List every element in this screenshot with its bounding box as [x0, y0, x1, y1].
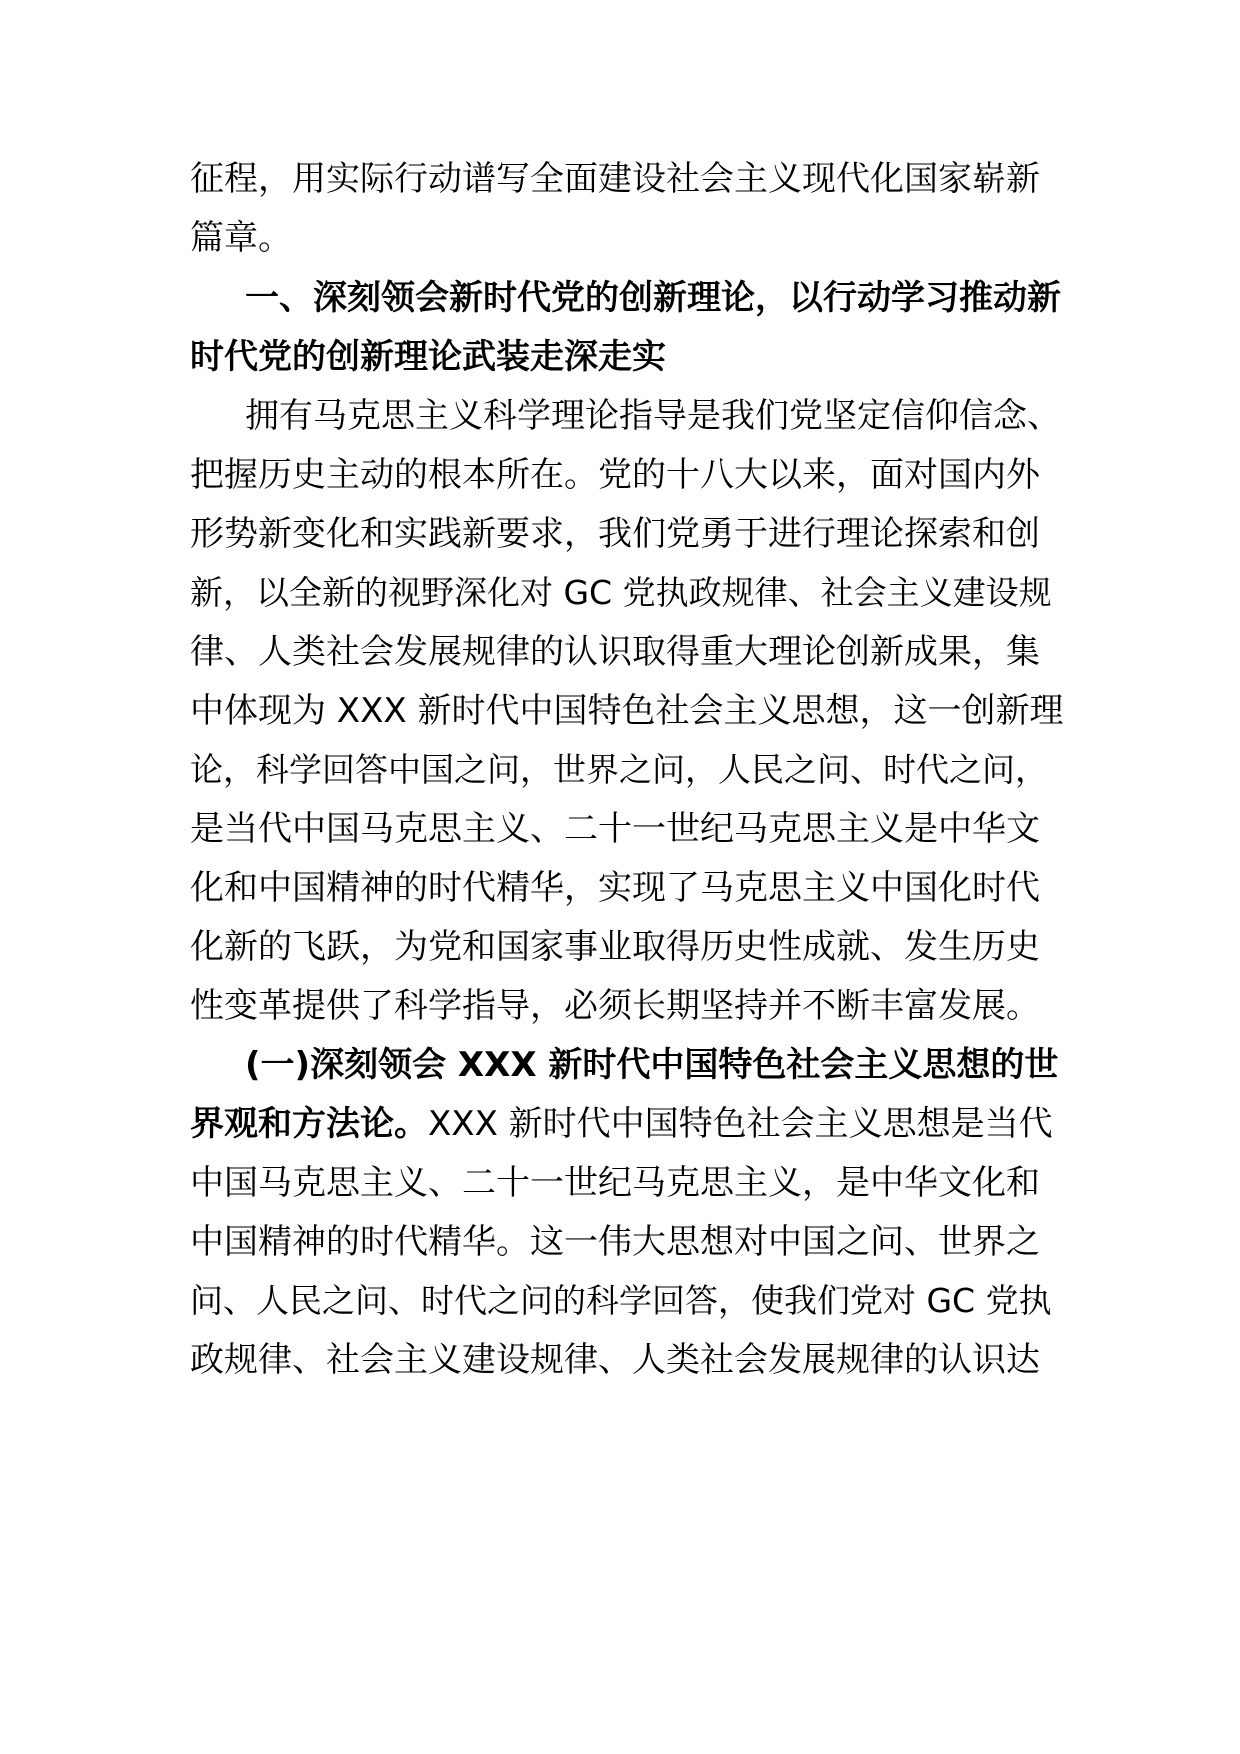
body-text-line: [190, 1150, 1070, 1216]
text-segment: 时代党的创新理论武装走深走实: [190, 337, 666, 377]
text-segment: 征程，用实际行动谱写全面建设社会主义现代化国家崭新: [190, 159, 1040, 199]
text-segment: (一)深刻领会 XXX 新时代中国特色社会主义思想的世: [245, 1045, 1059, 1085]
body-text-line: [190, 1091, 1070, 1157]
text-segment: 化和中国精神的时代精华，实现了马克思主义中国化时代: [190, 868, 1040, 908]
text-segment: 形势新变化和实践新要求，我们党勇于进行理论探索和创: [190, 514, 1040, 554]
body-text-line: [190, 619, 1070, 685]
text-segment: 问、人民之问、时代之问的科学回答，使我们党对 GC 党执: [190, 1281, 1052, 1320]
section-heading: [245, 265, 1070, 331]
text-segment: 篇章。: [190, 218, 292, 258]
text-segment: 把握历史主动的根本所在。党的十八大以来，面对国内外: [190, 455, 1040, 495]
subsection-heading-end: 界观和方法论。: [190, 1104, 428, 1144]
text-segment: 中国马克思主义、二十一世纪马克思主义，是中华文化和: [190, 1163, 1040, 1203]
text-segment: 一、深刻领会新时代党的创新理论，以行动学习推动新: [245, 278, 1061, 318]
text-segment: XXX 新时代中国特色社会主义思想是当代: [428, 1104, 1053, 1144]
text-segment: 论，科学回答中国之问，世界之问，人民之问、时代之问，: [190, 750, 1048, 789]
text-segment: 拥有马克思主义科学理论指导是我们党坚定信仰信念、: [245, 396, 1061, 436]
text-segment: 新，以全新的视野深化对 GC 党执政规律、社会主义建设规: [190, 573, 1052, 612]
body-text-line: [190, 737, 1070, 803]
body-text-line: [190, 1327, 1070, 1393]
text-segment: 中体现为 XXX 新时代中国特色社会主义思想，这一创新理: [190, 691, 1064, 731]
body-text-line: [190, 914, 1070, 980]
body-text-line: [190, 855, 1070, 921]
text-segment: 性变革提供了科学指导，必须长期坚持并不断丰富发展。: [190, 986, 1040, 1026]
body-text-line: [190, 560, 1070, 626]
body-text-line: [190, 678, 1070, 744]
body-text-line: [190, 973, 1070, 1039]
text-segment: 律、人类社会发展规律的认识取得重大理论创新成果，集: [190, 632, 1040, 672]
text-segment: 政规律、社会主义建设规律、人类社会发展规律的认识达: [190, 1340, 1040, 1380]
body-text-line: [190, 205, 1070, 271]
section-heading: [190, 324, 1070, 390]
text-segment: 是当代中国马克思主义、二十一世纪马克思主义是中华文: [190, 809, 1040, 849]
body-text-line: [190, 146, 1070, 212]
body-text-line: [190, 1209, 1070, 1275]
body-text-line: [190, 442, 1070, 508]
text-segment: 化新的飞跃，为党和国家事业取得历史性成就、发生历史: [190, 927, 1040, 967]
body-text-line: [190, 796, 1070, 862]
subsection-heading: [245, 1032, 1070, 1098]
body-text-line: [190, 501, 1070, 567]
body-text-line: [245, 383, 1070, 449]
body-text-line: [190, 1268, 1070, 1334]
text-segment: 中国精神的时代精华。这一伟大思想对中国之问、世界之: [190, 1222, 1040, 1262]
